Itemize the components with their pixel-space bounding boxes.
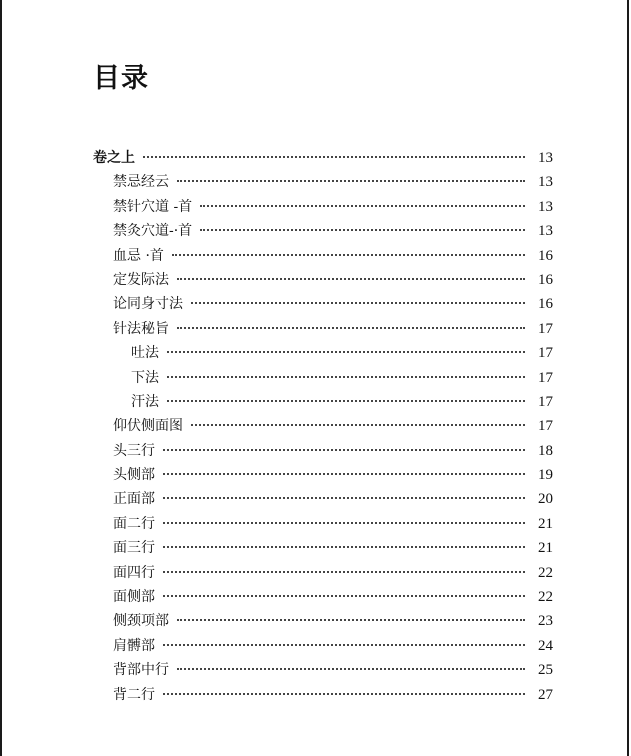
toc-entry-page: 16 bbox=[538, 271, 553, 288]
toc-entry[interactable] bbox=[93, 414, 553, 438]
toc-entry-label: 论同身寸法 bbox=[113, 296, 183, 313]
toc-entry[interactable] bbox=[93, 561, 553, 585]
dot-leader bbox=[163, 644, 525, 646]
toc-entry[interactable] bbox=[93, 317, 553, 341]
toc-entry-page: 16 bbox=[538, 247, 553, 264]
dot-leader bbox=[177, 327, 525, 329]
dot-leader bbox=[167, 400, 525, 402]
toc-entry-label: 针法秘旨 bbox=[113, 320, 169, 337]
dot-leader bbox=[163, 595, 525, 597]
dot-leader bbox=[163, 473, 525, 475]
toc-entry-label: 面侧部 bbox=[113, 589, 155, 606]
dot-leader bbox=[177, 668, 525, 670]
toc-entry-page: 25 bbox=[538, 662, 553, 679]
dot-leader bbox=[172, 254, 525, 256]
toc-entry[interactable] bbox=[93, 219, 553, 243]
toc-entry[interactable] bbox=[93, 366, 553, 390]
toc-entry-label: 定发际法 bbox=[113, 271, 169, 288]
toc-entry[interactable] bbox=[93, 244, 553, 268]
toc-entry-label: 卷之上 bbox=[93, 150, 135, 166]
dot-leader bbox=[163, 571, 525, 573]
dot-leader bbox=[191, 424, 525, 426]
dot-leader bbox=[163, 693, 525, 695]
toc-entry[interactable] bbox=[93, 634, 553, 658]
toc-entry-label: 背二行 bbox=[113, 686, 155, 703]
toc-entry-page: 18 bbox=[538, 442, 553, 459]
toc-entry[interactable] bbox=[93, 658, 553, 682]
dot-leader bbox=[200, 205, 525, 207]
toc-entry-page: 21 bbox=[538, 515, 553, 532]
dot-leader bbox=[191, 302, 525, 304]
toc-entry-page: 16 bbox=[538, 296, 553, 313]
toc-entry-label: 面二行 bbox=[113, 515, 155, 532]
toc-entry[interactable] bbox=[93, 536, 553, 560]
toc-entry-label: 面三行 bbox=[113, 540, 155, 557]
dot-leader bbox=[167, 376, 525, 378]
toc-entry[interactable] bbox=[93, 292, 553, 316]
dot-leader bbox=[163, 497, 525, 499]
toc-entry-label: 禁针穴道 -首 bbox=[113, 198, 193, 215]
toc-entry-page: 27 bbox=[538, 686, 553, 703]
toc-entry[interactable] bbox=[93, 463, 553, 487]
toc-entry-page: 17 bbox=[538, 418, 553, 435]
toc-entry-page: 22 bbox=[538, 589, 553, 606]
table-of-contents bbox=[93, 146, 553, 707]
toc-entry-label: 头三行 bbox=[113, 442, 155, 459]
toc-entry-page: 17 bbox=[538, 345, 553, 362]
toc-entry[interactable] bbox=[93, 585, 553, 609]
toc-entry-page: 22 bbox=[538, 564, 553, 581]
toc-entry-label: 禁忌经云 bbox=[113, 174, 169, 191]
dot-leader bbox=[177, 278, 525, 280]
dot-leader bbox=[163, 449, 525, 451]
dot-leader bbox=[177, 180, 525, 182]
toc-entry[interactable] bbox=[93, 146, 553, 170]
toc-entry[interactable] bbox=[93, 341, 553, 365]
toc-entry-page: 20 bbox=[538, 491, 553, 508]
dot-leader bbox=[143, 156, 525, 158]
toc-entry-page: 17 bbox=[538, 320, 553, 337]
toc-entry[interactable] bbox=[93, 609, 553, 633]
page-border-right bbox=[627, 0, 629, 756]
page-title: 目录 bbox=[93, 63, 149, 94]
toc-entry-page: 17 bbox=[538, 393, 553, 410]
toc-entry-label: 肩髆部 bbox=[113, 637, 155, 654]
toc-entry[interactable] bbox=[93, 512, 553, 536]
page-border-left bbox=[0, 0, 2, 756]
toc-entry[interactable] bbox=[93, 170, 553, 194]
toc-entry-page: 13 bbox=[538, 174, 553, 191]
toc-entry-label: 头侧部 bbox=[113, 467, 155, 484]
toc-entry-page: 21 bbox=[538, 540, 553, 557]
toc-entry-label: 仰伏侧面图 bbox=[113, 418, 183, 435]
toc-entry-label: 汗法 bbox=[131, 393, 159, 410]
toc-entry-label: 正面部 bbox=[113, 491, 155, 508]
toc-entry-page: 17 bbox=[538, 369, 553, 386]
dot-leader bbox=[163, 522, 525, 524]
dot-leader bbox=[163, 546, 525, 548]
toc-entry[interactable] bbox=[93, 195, 553, 219]
toc-entry-label: 背部中行 bbox=[113, 662, 169, 679]
toc-entry-label: 吐法 bbox=[131, 345, 159, 362]
toc-entry[interactable] bbox=[93, 390, 553, 414]
toc-entry-label: 禁灸穴道-·首 bbox=[113, 223, 193, 240]
dot-leader bbox=[200, 229, 525, 231]
toc-entry-page: 24 bbox=[538, 637, 553, 654]
toc-entry-label: 下法 bbox=[131, 369, 159, 386]
toc-entry[interactable] bbox=[93, 683, 553, 707]
toc-entry-page: 13 bbox=[538, 198, 553, 215]
toc-entry-page: 19 bbox=[538, 467, 553, 484]
dot-leader bbox=[177, 619, 525, 621]
toc-entry[interactable] bbox=[93, 268, 553, 292]
toc-entry-page: 13 bbox=[538, 223, 553, 240]
toc-entry-label: 面四行 bbox=[113, 564, 155, 581]
toc-entry-page: 13 bbox=[538, 150, 553, 166]
toc-entry-label: 侧颈项部 bbox=[113, 613, 169, 630]
toc-entry-page: 23 bbox=[538, 613, 553, 630]
dot-leader bbox=[167, 351, 525, 353]
toc-entry[interactable] bbox=[93, 487, 553, 511]
toc-entry[interactable] bbox=[93, 439, 553, 463]
toc-entry-label: 血忌 ·首 bbox=[113, 247, 164, 264]
